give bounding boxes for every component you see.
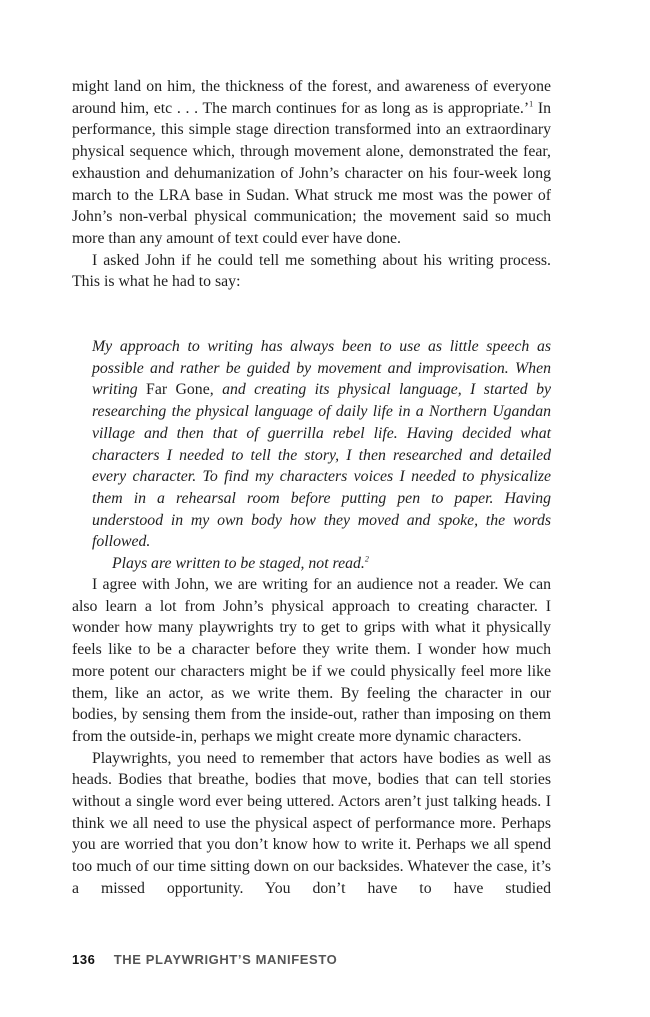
page-number: 136 — [72, 952, 96, 967]
quote-play-title: Far Gone — [146, 381, 210, 399]
body-text-top — [72, 76, 551, 293]
footnote-ref-2[interactable]: 2 — [364, 554, 369, 564]
footnote-ref-1[interactable]: 1 — [529, 99, 534, 109]
paragraph-march-text: might land on him, the thickness of the forest, and awareness of everyone around him, etc . . . The march continues for as long as is appropriate.’ — [72, 78, 551, 117]
paragraph-march-continuation: In performance, this simple stage direction transformed into an extraordinary physical sequence which, through movement alone, demonstrated the fear, exhaustion and dehumanization of John’s character on his four-week long march to the LRA base in Sudan. What struck me most was the power of John’s non-verbal physical communication; the movement said so much more than any amount of text could ever have done. — [72, 99, 552, 247]
quote-paragraph — [92, 336, 551, 553]
paragraph-asked-john: I asked John if he could tell me something about his writing process. This is what he had to say: — [72, 251, 551, 291]
page-footer — [72, 952, 337, 967]
paragraph-agree: I agree with John, we are writing for an audience not a reader. We can also learn a lot from John’s physical approach to creating character. I wonder how many playwrights try to get to grips with what it physically feels like to be a character before they write them. I wonder how much more potent our characters might be if we could physically feel more like them, like an actor, as we write them. By feeling the character in our bodies, by sensing them from the inside-out, rather than imposing on them from the outside-in, perhaps we might create more dynamic characters. — [72, 576, 551, 745]
paragraph-playwrights: Playwrights, you need to remember that actors have bodies as well as heads. Bodies that breathe, bodies that move, bodies that can tell stories without a single word ever being uttered. Actors aren’t just talking heads. I think we all need to use the physical aspect of performance more. Perhaps you are worried that you don’t know how to write it. Perhaps we all spend too much of our time sitting down on our backsides. Whatever the case, it’s a missed opportunity. You don’t have to have studied — [72, 749, 551, 897]
quote-closing-text: Plays are written to be staged, not read. — [112, 555, 365, 573]
paragraph-march — [72, 76, 551, 250]
quote-text-part2: , and creating its physical language, I started by researching the physical language of daily life in a Northern Ugandan village and then that of guerrilla rebel life. Having decided what characters I needed to tell the story, I then researched and detailed every character. To find my characters voices I needed to physicalize them in a rehearsal room before putting pen to paper. Having understood in my own body how they moved and spoke, the words followed. — [92, 381, 551, 551]
quote-text-part1: My approach to writing has always been to use as little speech as possible and rather be guided by movement and improvisation. When writing — [92, 338, 551, 399]
block-quote — [92, 336, 551, 575]
running-title: THE PLAYWRIGHT’S MANIFESTO — [113, 952, 338, 967]
body-text-bottom — [72, 574, 551, 900]
quote-closing-line — [92, 553, 551, 575]
